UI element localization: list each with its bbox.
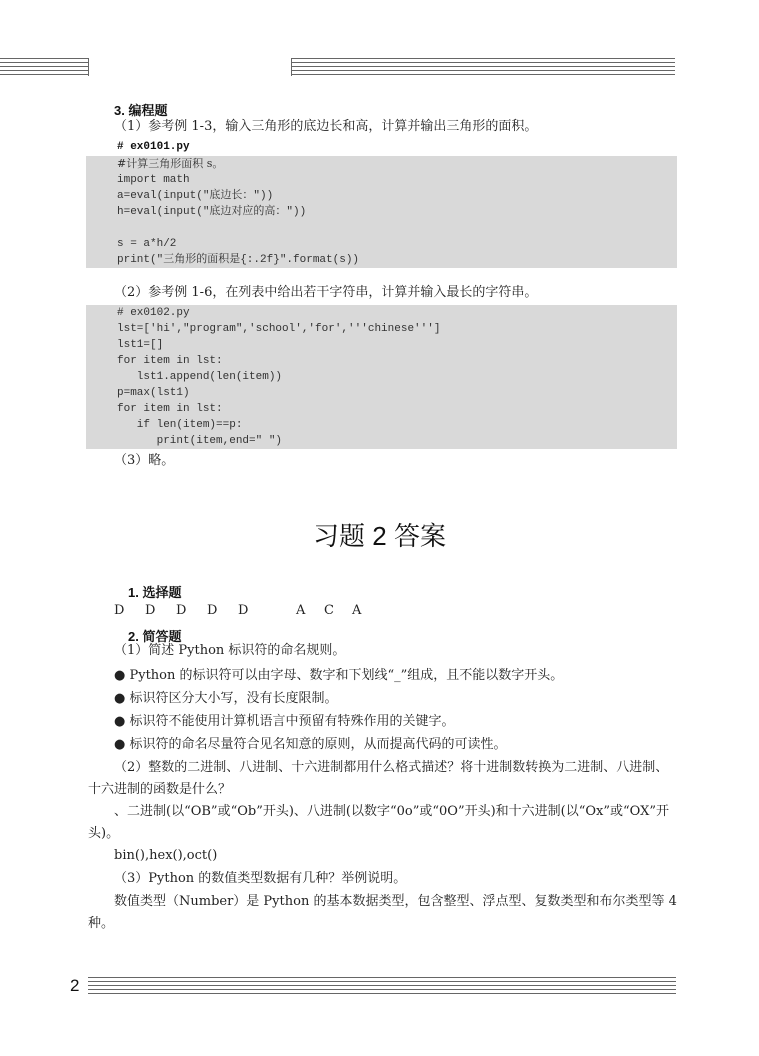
short-q1: （1）简述 Python 标识符的命名规则。 — [114, 643, 346, 658]
short-q3: （3）Python 的数值类型数据有几种？举例说明。 — [114, 871, 407, 886]
question-3: （3）略。 — [114, 453, 175, 468]
question-2: （2）参考例 1-6，在列表中给出若干字符串，计算并输入最长的字符串。 — [114, 285, 538, 300]
code-line: # ex0102.py — [117, 307, 190, 319]
code-line: print(item,end=" ") — [117, 435, 283, 447]
short-a2: 、二进制(以“OB”或“Ob”开头)、八进制(以数字“0o”或“0O”开头)和十六进制(以“Ox”或“OX”开头)。 — [88, 804, 670, 841]
short-a3: 数值类型（Number）是 Python 的基本数据类型，包含整型、浮点型、复数类型和布尔类型等 4 种。 — [88, 894, 677, 931]
bullet-item: ● 标识符的命名尽量符合见名知意的原则，从而提高代码的可读性。 — [114, 737, 507, 752]
bullet-item: ● 标识符区分大小写，没有长度限制。 — [114, 691, 338, 706]
code-line: a=eval(input("底边长：")) — [117, 190, 274, 202]
code-line: import math — [117, 174, 190, 186]
code-line: print("三角形的面积是{:.2f}".format(s)) — [117, 254, 360, 266]
code-line: p=max(lst1) — [117, 387, 190, 399]
code-line: lst1.append(len(item)) — [117, 371, 283, 383]
bullet-item: ● 标识符不能使用计算机语言中预留有特殊作用的关键字。 — [114, 714, 455, 729]
section-heading-programming: 3. 编程题 — [114, 103, 168, 118]
answer-item: D — [176, 603, 187, 618]
answer-item: A — [296, 603, 306, 618]
page-number: 2 — [70, 976, 80, 995]
code-line: for item in lst: — [117, 355, 223, 367]
answer-item: C — [324, 603, 334, 618]
answer-item: D — [207, 603, 218, 618]
code-line: lst1=[] — [117, 339, 164, 351]
code-block-1 — [86, 156, 677, 268]
code-line: #计算三角形面积 s。 — [117, 157, 224, 170]
answer-item: A — [352, 603, 362, 618]
footer-rule — [88, 977, 676, 995]
short-a2-funcs: bin(),hex(),oct() — [114, 848, 218, 863]
code-line: for item in lst: — [117, 403, 223, 415]
chapter-title: 习题 2 答案 — [313, 521, 446, 551]
short-q2: （2）整数的二进制、八进制、十六进制都用什么格式描述？将十进制数转换为二进制、八进制、十六进制的函数是什么？ — [88, 760, 669, 797]
code-line — [86, 220, 677, 236]
bullet-item: ● Python 的标识符可以由字母、数字和下划线“_”组成，且不能以数字开头。 — [114, 668, 564, 683]
section-heading-choice: 1. 选择题 — [128, 585, 182, 600]
section-heading-short-answer: 2. 简答题 — [128, 629, 182, 644]
code-filename: # ex0101.py — [117, 141, 190, 153]
code-line: s = a*h/2 — [117, 238, 177, 250]
answer-item: D — [114, 603, 125, 618]
header-title-box — [88, 58, 292, 76]
code-line: lst=['hi',"program",'school','for','''chinese'''] — [117, 323, 441, 335]
answer-item: D — [145, 603, 156, 618]
code-line: h=eval(input("底边对应的高：")) — [117, 206, 307, 218]
code-block-2 — [86, 305, 677, 449]
code-line: if len(item)==p: — [117, 419, 243, 431]
question-1: （1）参考例 1-3，输入三角形的底边长和高，计算并输出三角形的面积。 — [114, 119, 538, 134]
answer-item: D — [238, 603, 249, 618]
